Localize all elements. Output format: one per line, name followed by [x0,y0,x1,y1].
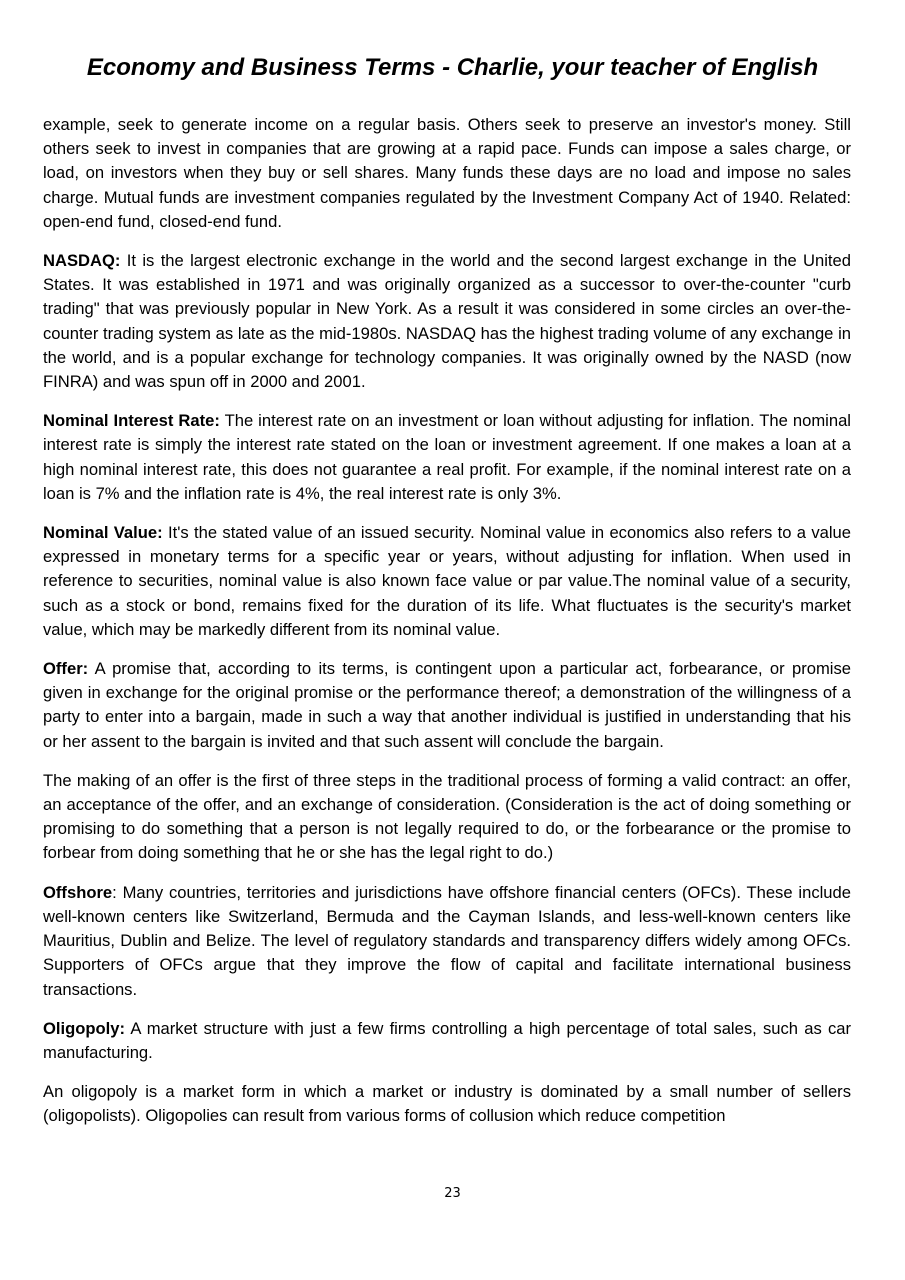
paragraph-text: example, seek to generate income on a regular basis. Others seek to preserve an investor's money. Still others seek to invest in companies that are growing at a rapid pace. Funds can impose a sales charge, or load, on investors when they buy or sell shares. Many funds these days are no load and impose no sales charge. Mutual funds are investment companies regulated by the Investment Company Act of 1940. Related: open-end fund, closed-end fund. [43,115,851,231]
term-label: Nominal Interest Rate: [43,411,220,431]
document-body [43,113,851,1144]
term-label: Offer: [43,659,89,679]
paragraph-text: It is the largest electronic exchange in the world and the second largest exchange in the United States. It was established in 1971 and was originally organized as a successor to over-the-counter "curb trading" that was previously popular in New York. As a result it was considered in some circles an over-the-counter trading system as late as the mid-1980s. NASDAQ has the highest trading volume of any exchange in the world, and is a popular exchange for technology companies. It was originally owned by the NASD (now FINRA) and was spun off in 2000 and 2001. [43,251,851,392]
page-number: 23 [444,1186,461,1201]
paragraph-text: The making of an offer is the first of three steps in the traditional process of forming a valid contract: an offer, an acceptance of the offer, and an exchange of consideration. (Consideration is the act of doing something or promising to do something that a person is not legally required to do, or the forbearance or the promise to forbear from doing something that he or she has the legal right to do.) [43,770,851,863]
paragraph-text: The interest rate on an investment or loan without adjusting for inflation. The nominal interest rate is simply the interest rate stated on the loan or investment agreement. If one makes a loan at a high nominal interest rate, this does not guarantee a real profit. For example, if the nominal interest rate on a loan is 7% and the inflation rate is 4%, the real interest rate is only 3%. [43,411,851,503]
term-label: Nominal Value: [43,523,163,543]
paragraph-text: A promise that, according to its terms, is contingent upon a particular act, forbearance, or promise given in exchange for the original promise or the performance thereof; a demonstration of the willingness of a party to enter into a bargain, made in such a way that another individual is justified in understanding that his or her assent to the bargain is invited and that such assent will conclude the bargain. [43,659,851,751]
paragraph-nominal-interest-rate [43,409,851,506]
paragraph-nominal-value [43,521,851,642]
paragraph-text: It's the stated value of an issued security. Nominal value in economics also refers to a value expressed in monetary terms for a specific year or years, without adjusting for inflation. When used in reference to securities, nominal value is also known face value or par value.The nominal value of a security, such as a stock or bond, remains fixed for the duration of its life. What fluctuates is the security's market value, which may be markedly different from its nominal value. [43,523,851,639]
paragraph-text: Many countries, territories and jurisdictions have offshore financial centers (OFCs). These include well-known centers like Switzerland, Bermuda and the Cayman Islands, and less-well-known centers like Mauritius, Dublin and Belize. The level of regulatory standards and transparency differs widely among OFCs. Supporters of OFCs argue that they improve the flow of capital and facilitate international business transactions. [43,882,851,999]
term-label: Offshore [43,882,113,902]
paragraph-offer-continued [43,769,851,866]
term-label: NASDAQ: [43,251,121,271]
paragraph-oligopoly [43,1017,851,1065]
page-header-title: Economy and Business Terms - Charlie, your teacher of English [86,54,819,81]
paragraph-text: A market structure with just a few firms controlling a high percentage of total sales, such as car manufacturing. [43,1018,851,1062]
term-separator: : [112,882,123,902]
paragraph-offer [43,657,851,754]
paragraph-mutual-funds-continued [43,113,851,234]
paragraph-oligopoly-continued [43,1080,851,1128]
paragraph-text: An oligopoly is a market form in which a market or industry is dominated by a small number of sellers (oligopolists). Oligopolies can result from various forms of collusion which reduce competition [43,1082,851,1126]
term-label: Oligopoly: [43,1018,126,1038]
paragraph-offshore [43,881,851,1002]
paragraph-nasdaq [43,249,851,394]
